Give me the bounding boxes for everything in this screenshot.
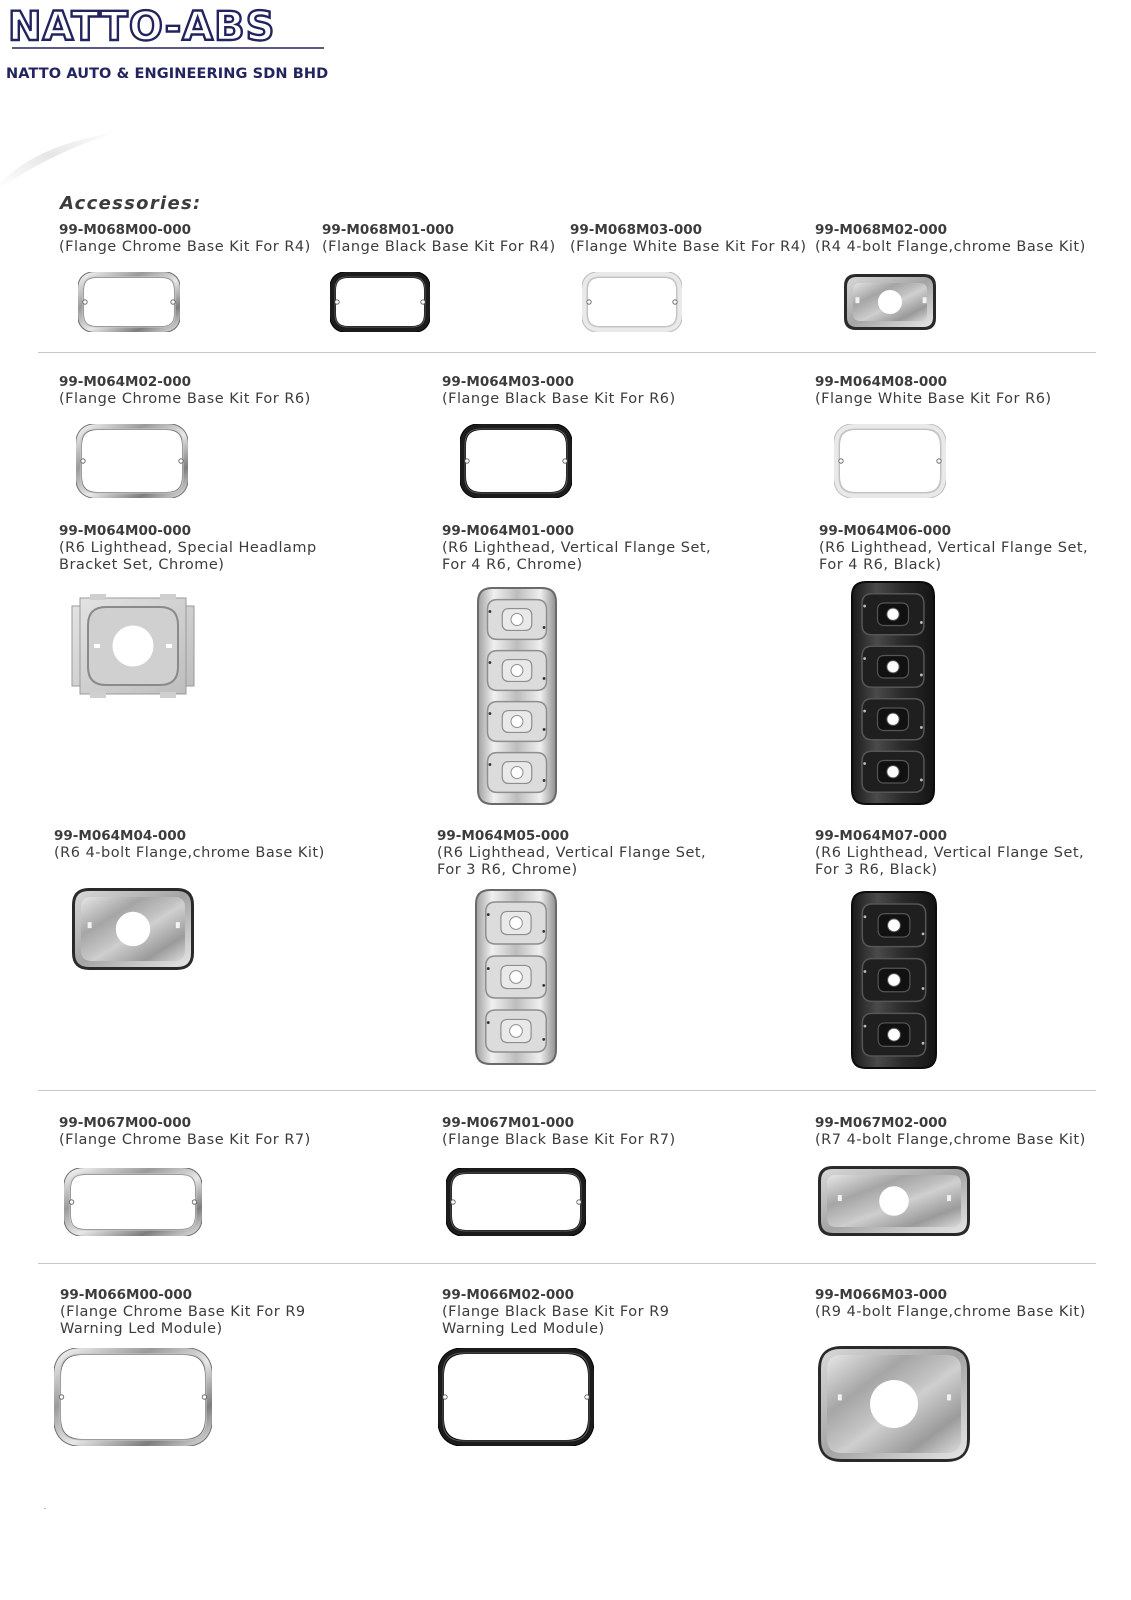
flange-chrome-r4-icon — [78, 272, 180, 332]
product-description: (Flange Chrome Base Kit For R7) — [59, 1132, 311, 1148]
flange-chrome-r6-icon — [76, 424, 188, 498]
flange-white-r6-icon — [834, 424, 946, 498]
product-description: (Flange Black Base Kit For R6) — [442, 391, 676, 407]
flange-chrome-r7-icon — [64, 1168, 202, 1236]
product-description: (R6 Lighthead, Special Headlamp — [59, 540, 317, 556]
product-item — [437, 828, 706, 879]
product-code: 99-M066M00-000 — [60, 1287, 193, 1303]
flange-black-r7-icon — [446, 1168, 586, 1236]
product-description: (Flange Chrome Base Kit For R9 — [60, 1304, 306, 1320]
decorative-swoosh — [0, 128, 140, 188]
product-item — [442, 523, 711, 574]
product-description: Warning Led Module) — [60, 1321, 223, 1337]
company-name: NATTO AUTO & ENGINEERING SDN BHD — [6, 66, 329, 82]
product-code: 99-M064M08-000 — [815, 374, 948, 390]
vertical-flange-4-chrome-icon — [476, 586, 558, 806]
4-bolt-flange-chrome-r4-icon — [842, 272, 938, 332]
product-code: 99-M068M02-000 — [815, 222, 948, 238]
product-code: 99-M064M04-000 — [54, 828, 187, 844]
product-code: 99-M067M02-000 — [815, 1115, 948, 1131]
product-item — [815, 222, 1086, 256]
product-code: 99-M066M03-000 — [815, 1287, 948, 1303]
flange-white-r4-icon — [582, 272, 682, 332]
product-description: (R6 4-bolt Flange,chrome Base Kit) — [54, 845, 325, 861]
product-item — [54, 828, 325, 862]
product-code: 99-M064M06-000 — [819, 523, 952, 539]
product-description: (R9 4-bolt Flange,chrome Base Kit) — [815, 1304, 1086, 1320]
4-bolt-flange-chrome-r9-icon — [816, 1344, 972, 1464]
product-item — [60, 1287, 306, 1338]
product-item — [815, 828, 1084, 879]
product-item — [59, 1115, 311, 1149]
product-description: (R6 Lighthead, Vertical Flange Set, — [815, 845, 1085, 861]
product-code: 99-M067M00-000 — [59, 1115, 192, 1131]
product-description: Bracket Set, Chrome) — [59, 557, 225, 573]
product-code: 99-M068M00-000 — [59, 222, 192, 238]
flange-black-r9-icon — [438, 1348, 594, 1446]
product-description: For 3 R6, Chrome) — [437, 862, 578, 878]
natto-abs-logo — [6, 2, 326, 52]
row-divider — [38, 352, 1096, 353]
product-description: For 4 R6, Chrome) — [442, 557, 583, 573]
product-item — [59, 222, 311, 256]
flange-black-r6-icon — [460, 424, 572, 498]
product-description: For 4 R6, Black) — [819, 557, 942, 573]
product-code: 99-M064M05-000 — [437, 828, 570, 844]
product-description: Warning Led Module) — [442, 1321, 605, 1337]
product-code: 99-M064M03-000 — [442, 374, 575, 390]
product-description: (Flange Chrome Base Kit For R6) — [59, 391, 311, 407]
product-item — [815, 1287, 1086, 1321]
4-bolt-flange-chrome-r7-icon — [816, 1164, 972, 1238]
vertical-flange-3-chrome-icon — [474, 888, 558, 1066]
flange-chrome-r9-icon — [54, 1348, 212, 1446]
product-code: 99-M064M07-000 — [815, 828, 948, 844]
vertical-flange-4-black-icon — [850, 580, 936, 806]
product-description: (R6 Lighthead, Vertical Flange Set, — [442, 540, 712, 556]
product-code: 99-M066M02-000 — [442, 1287, 575, 1303]
section-heading: Accessories: — [60, 193, 202, 214]
product-description: For 3 R6, Black) — [815, 862, 938, 878]
page-mark — [44, 1508, 46, 1509]
product-item — [322, 222, 556, 256]
product-description: (Flange Black Base Kit For R9 — [442, 1304, 670, 1320]
product-item — [59, 523, 317, 574]
product-code: 99-M068M01-000 — [322, 222, 455, 238]
product-description: (Flange Chrome Base Kit For R4) — [59, 239, 311, 255]
product-code: 99-M064M02-000 — [59, 374, 192, 390]
product-item — [815, 374, 1052, 408]
row-divider — [38, 1263, 1096, 1264]
product-description: (R6 Lighthead, Vertical Flange Set, — [437, 845, 707, 861]
product-code: 99-M064M01-000 — [442, 523, 575, 539]
logo-text: NATTO-ABS — [8, 4, 276, 50]
product-description: (Flange White Base Kit For R4) — [570, 239, 807, 255]
product-item — [442, 374, 676, 408]
product-description: (Flange White Base Kit For R6) — [815, 391, 1052, 407]
headlamp-bracket-chrome-icon — [70, 592, 196, 700]
product-item — [819, 523, 1088, 574]
product-description: (Flange Black Base Kit For R7) — [442, 1132, 676, 1148]
product-item — [442, 1115, 676, 1149]
vertical-flange-3-black-icon — [850, 890, 938, 1070]
product-item — [442, 1287, 670, 1338]
flange-black-r4-icon — [330, 272, 430, 332]
product-code: 99-M064M00-000 — [59, 523, 192, 539]
product-description: (Flange Black Base Kit For R4) — [322, 239, 556, 255]
row-divider — [38, 1090, 1096, 1091]
product-description: (R6 Lighthead, Vertical Flange Set, — [819, 540, 1089, 556]
product-code: 99-M067M01-000 — [442, 1115, 575, 1131]
4-bolt-flange-chrome-r6-icon — [70, 886, 196, 972]
product-description: (R7 4-bolt Flange,chrome Base Kit) — [815, 1132, 1086, 1148]
product-item — [815, 1115, 1086, 1149]
product-item — [570, 222, 807, 256]
product-description: (R4 4-bolt Flange,chrome Base Kit) — [815, 239, 1086, 255]
product-item — [59, 374, 311, 408]
product-code: 99-M068M03-000 — [570, 222, 703, 238]
